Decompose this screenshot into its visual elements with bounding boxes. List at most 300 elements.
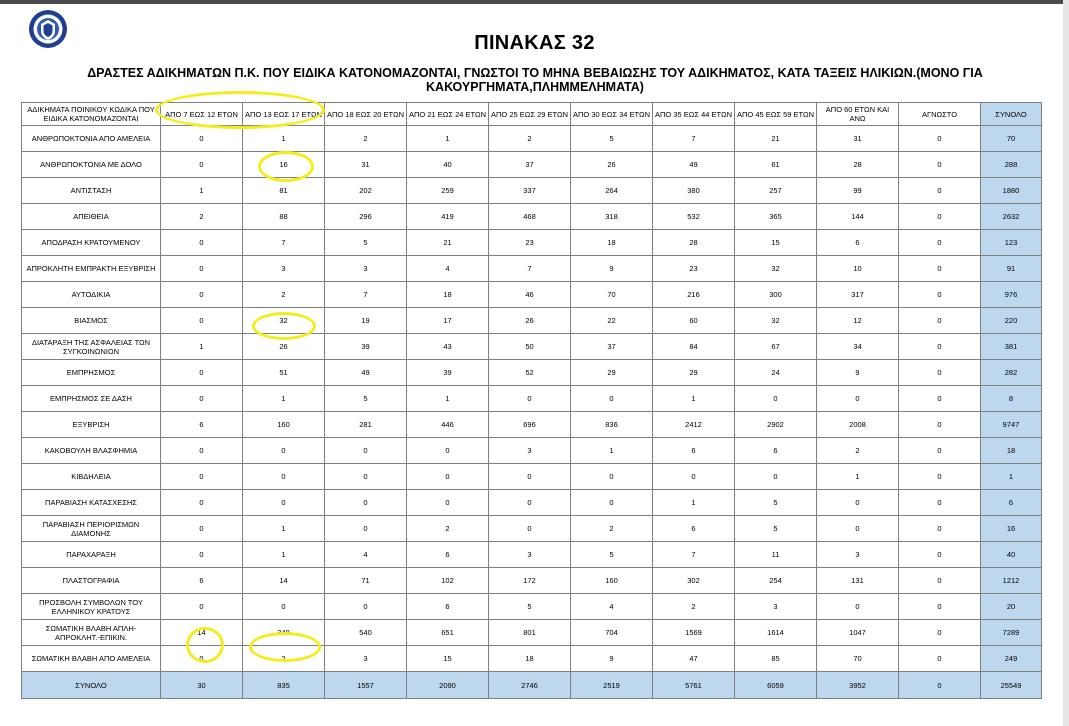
column-header: ΑΠΟ 13 ΕΩΣ 17 ΕΤΩΝ [243,103,325,126]
table-row [22,568,1042,594]
table-cell: 15 [735,230,817,256]
table-cell: 257 [735,178,817,204]
table-cell: 1212 [981,568,1042,594]
table-cell: 0 [735,386,817,412]
table-cell: 836 [571,412,653,438]
table-cell: 40 [407,152,489,178]
table-cell: 24 [735,360,817,386]
table-cell: 1 [981,464,1042,490]
table-row [22,230,1042,256]
table-cell: 39 [407,360,489,386]
table-cell: 2 [407,516,489,542]
table-cell: 0 [161,464,243,490]
column-header: ΑΠΟ 35 ΕΩΣ 44 ΕΤΩΝ [653,103,735,126]
table-cell: 5 [325,230,407,256]
row-label: ΠΛΑΣΤΟΓΡΑΦΙΑ [22,568,161,594]
table-cell: 2902 [735,412,817,438]
table-cell: 0 [817,594,899,620]
table-cell: 70 [817,646,899,672]
table-cell: 51 [243,360,325,386]
table-cell: 20 [981,594,1042,620]
table-cell: 651 [407,620,489,646]
total-cell: 5761 [653,672,735,699]
table-cell: 23 [653,256,735,282]
table-cell: 0 [161,516,243,542]
total-cell: 25549 [981,672,1042,699]
table-cell: 160 [571,568,653,594]
table-cell: 2 [817,438,899,464]
table-cell: 1 [243,126,325,152]
table-cell: 29 [571,360,653,386]
row-label: ΚΑΚΟΒΟΥΛΗ ΒΛΑΣΦΗΜΙΑ [22,438,161,464]
table-cell: 0 [899,464,981,490]
table-cell: 0 [735,464,817,490]
table-cell: 0 [161,438,243,464]
row-label: ΑΝΤΙΣΤΑΣΗ [22,178,161,204]
table-cell: 39 [325,334,407,360]
row-label: ΒΙΑΣΜΟΣ [22,308,161,334]
column-header: ΑΠΟ 30 ΕΩΣ 34 ΕΤΩΝ [571,103,653,126]
table-cell: 131 [817,568,899,594]
table-cell: 0 [489,516,571,542]
table-cell: 160 [243,412,325,438]
table-cell: 26 [571,152,653,178]
total-cell: 2746 [489,672,571,699]
table-cell: 0 [899,386,981,412]
table-cell: 67 [735,334,817,360]
column-header: ΑΠΟ 25 ΕΩΣ 29 ΕΤΩΝ [489,103,571,126]
table-cell: 281 [325,412,407,438]
table-row [22,204,1042,230]
table-cell: 0 [489,464,571,490]
table-cell: 202 [325,178,407,204]
table-cell: 52 [489,360,571,386]
table-cell: 61 [735,152,817,178]
row-label: ΑΥΤΟΔΙΚΙΑ [22,282,161,308]
table-cell: 1 [653,386,735,412]
table-row [22,126,1042,152]
table-cell: 0 [489,490,571,516]
table-cell: 16 [243,152,325,178]
table-cell: 7 [243,230,325,256]
table-cell: 6 [981,490,1042,516]
table-cell: 4 [571,594,653,620]
row-label: ΚΙΒΔΗΛΕΙΑ [22,464,161,490]
table-cell: 1569 [653,620,735,646]
table-cell: 49 [325,360,407,386]
table-cell: 40 [981,542,1042,568]
table-cell: 32 [243,308,325,334]
table-cell: 302 [653,568,735,594]
table-cell: 17 [407,308,489,334]
table-cell: 1 [161,178,243,204]
table-cell: 704 [571,620,653,646]
table-cell: 0 [899,204,981,230]
table-cell: 2 [653,594,735,620]
table-row [22,334,1042,360]
table-cell: 0 [899,282,981,308]
table-cell: 0 [161,646,243,672]
table-cell: 0 [817,386,899,412]
table-row [22,516,1042,542]
table-row [22,412,1042,438]
table-cell: 0 [489,386,571,412]
table-cell: 446 [407,412,489,438]
table-cell: 34 [817,334,899,360]
table-cell: 11 [735,542,817,568]
total-cell: 0 [899,672,981,699]
table-cell: 0 [243,594,325,620]
table-cell: 1047 [817,620,899,646]
table-cell: 91 [981,256,1042,282]
table-cell: 46 [489,282,571,308]
table-cell: 28 [653,230,735,256]
viewer-top-bar [0,0,1069,4]
table-cell: 5 [571,126,653,152]
table-cell: 9 [571,646,653,672]
column-header: ΣΥΝΟΛΟ [981,103,1042,126]
table-cell: 99 [817,178,899,204]
table-cell: 0 [899,308,981,334]
table-cell: 85 [735,646,817,672]
table-cell: 0 [899,152,981,178]
table-cell: 6 [407,542,489,568]
table-cell: 259 [407,178,489,204]
table-row [22,152,1042,178]
table-cell: 43 [407,334,489,360]
row-label: ΑΠΕΙΘΕΙΑ [22,204,161,230]
column-header: ΑΔΙΚΗΜΑΤΑ ΠΟΙΝΙΚΟΥ ΚΩΔΙΚΑ ΠΟΥ ΕΙΔΙΚΑ ΚΑΤΟΝΟΜΑΖΟΝΤΑΙ [22,103,161,126]
table-cell: 2 [489,126,571,152]
table-cell: 288 [981,152,1042,178]
row-label: ΣΩΜΑΤΙΚΗ ΒΛΑΒΗ ΑΠΛΗ-ΑΠΡΟΚΛΗΤ.-ΕΠΙΚΙΝ. [22,620,161,646]
table-cell: 317 [817,282,899,308]
table-cell: 12 [817,308,899,334]
row-label: ΠΑΡΑΒΙΑΣΗ ΚΑΤΑΣΧΕΣΗΣ [22,490,161,516]
row-label: ΑΝΘΡΩΠΟΚΤΟΝΙΑ ΜΕ ΔΟΛΟ [22,152,161,178]
page-subtitle: ΔΡΑΣΤΕΣ ΑΔΙΚΗΜΑΤΩΝ Π.Κ. ΠΟΥ ΕΙΔΙΚΑ ΚΑΤΟΝΟΜΑΖΟΝΤΑΙ, ΓΝΩΣΤΟΙ ΤΟ ΜΗΝΑ ΒΕΒΑΙΩΣΗΣ ΤΟΥ ΑΔΙΚΗΜΑΤΟΣ, ΚΑΤΑ ΤΑΞΕΙΣ ΗΛΙΚΙΩΝ.(ΜΟΝΟ ΓΙΑ ΚΑΚΟΥΡΓΗΜΑΤΑ,ΠΛΗΜΜΕΛΗΜΑΤΑ) [87,66,983,94]
table-cell: 0 [817,490,899,516]
table-cell: 801 [489,620,571,646]
table-cell: 0 [817,516,899,542]
table-cell: 3 [735,594,817,620]
table-cell: 0 [571,386,653,412]
table-row [22,308,1042,334]
table-row [22,542,1042,568]
table-cell: 2 [161,204,243,230]
row-label: ΕΜΠΡΗΣΜΟΣ ΣΕ ΔΑΣΗ [22,386,161,412]
table-cell: 31 [325,152,407,178]
table-cell: 6 [407,594,489,620]
table-cell: 0 [899,620,981,646]
table-cell: 0 [899,594,981,620]
total-cell: 30 [161,672,243,699]
table-cell: 254 [735,568,817,594]
table-cell: 300 [735,282,817,308]
row-label: ΑΠΡΟΚΛΗΤΗ ΕΜΠΡΑΚΤΗ ΕΞΥΒΡΙΣΗ [22,256,161,282]
table-cell: 0 [325,490,407,516]
table-cell: 172 [489,568,571,594]
table-cell: 216 [653,282,735,308]
table-row [22,360,1042,386]
table-cell: 70 [981,126,1042,152]
table-row [22,386,1042,412]
table-cell: 84 [653,334,735,360]
table-cell: 0 [899,542,981,568]
column-header: ΑΠΟ 18 ΕΩΣ 20 ΕΤΩΝ [325,103,407,126]
table-cell: 3 [325,256,407,282]
table-cell: 60 [653,308,735,334]
table-cell: 249 [981,646,1042,672]
table-cell: 0 [899,646,981,672]
column-header: ΑΠΟ 21 ΕΩΣ 24 ΕΤΩΝ [407,103,489,126]
table-cell: 0 [161,230,243,256]
table-cell: 0 [161,126,243,152]
total-cell: 3952 [817,672,899,699]
table-cell: 0 [243,490,325,516]
table-cell: 0 [899,126,981,152]
table-cell: 81 [243,178,325,204]
table-cell: 0 [899,412,981,438]
table-cell: 349 [243,620,325,646]
table-cell: 1 [243,516,325,542]
column-header: ΑΠΟ 7 ΕΩΣ 12 ΕΤΩΝ [161,103,243,126]
page-title: ΠΙΝΑΚΑΣ 32 [474,32,595,54]
table-cell: 9747 [981,412,1042,438]
table-cell: 468 [489,204,571,230]
table-cell: 7 [325,282,407,308]
table-cell: 7 [653,542,735,568]
table-cell: 123 [981,230,1042,256]
table-cell: 16 [981,516,1042,542]
table-cell: 381 [981,334,1042,360]
table-cell: 5 [571,542,653,568]
table-cell: 70 [571,282,653,308]
table-cell: 3 [489,438,571,464]
table-cell: 1 [243,386,325,412]
table-cell: 0 [899,230,981,256]
table-cell: 6 [735,438,817,464]
table-cell: 0 [243,438,325,464]
table-cell: 14 [243,568,325,594]
table-cell: 22 [571,308,653,334]
table-cell: 0 [243,464,325,490]
table-cell: 0 [325,464,407,490]
table-cell: 0 [571,490,653,516]
table-cell: 9 [571,256,653,282]
total-cell: 835 [243,672,325,699]
table-cell: 6 [653,516,735,542]
table-cell: 0 [161,360,243,386]
column-header: ΑΠΟ 60 ΕΤΩΝ ΚΑΙ ΑΝΩ [817,103,899,126]
table-cell: 1 [243,542,325,568]
table-cell: 8 [981,386,1042,412]
row-label: ΠΑΡΑΒΙΑΣΗ ΠΕΡΙΟΡΙΣΜΩΝ ΔΙΑΜΟΝΗΣ [22,516,161,542]
table-cell: 0 [653,464,735,490]
table-cell: 264 [571,178,653,204]
table-cell: 0 [161,152,243,178]
table-cell: 0 [161,282,243,308]
table-cell: 0 [407,490,489,516]
table-cell: 31 [817,126,899,152]
table-cell: 18 [407,282,489,308]
table-cell: 0 [161,256,243,282]
table-cell: 380 [653,178,735,204]
total-cell: 2090 [407,672,489,699]
table-cell: 7 [489,256,571,282]
table-cell: 18 [981,438,1042,464]
table-cell: 1 [817,464,899,490]
table-cell: 3 [489,542,571,568]
table-cell: 2412 [653,412,735,438]
total-cell: 1557 [325,672,407,699]
table-cell: 0 [571,464,653,490]
table-cell: 26 [243,334,325,360]
table-cell: 50 [489,334,571,360]
table-cell: 4 [407,256,489,282]
table-cell: 32 [735,308,817,334]
table-cell: 26 [489,308,571,334]
table-cell: 0 [325,438,407,464]
table-cell: 102 [407,568,489,594]
row-label: ΠΑΡΑΧΑΡΑΞΗ [22,542,161,568]
table-cell: 532 [653,204,735,230]
table-cell: 37 [489,152,571,178]
table-cell: 365 [735,204,817,230]
row-label: ΑΝΘΡΩΠΟΚΤΟΝΙΑ ΑΠΟ ΑΜΕΛΕΙΑ [22,126,161,152]
table-cell: 6 [161,412,243,438]
table-cell: 0 [899,256,981,282]
table-cell: 1 [571,438,653,464]
table-cell: 19 [325,308,407,334]
row-label: ΔΙΑΤΑΡΑΞΗ ΤΗΣ ΑΣΦΑΛΕΙΑΣ ΤΩΝ ΣΥΓΚΟΙΝΩΝΙΩΝ [22,334,161,360]
table-cell: 7 [653,126,735,152]
table-cell: 2 [243,282,325,308]
table-cell: 0 [161,490,243,516]
table-cell: 0 [899,360,981,386]
table-cell: 0 [161,542,243,568]
table-cell: 3 [325,646,407,672]
table-cell: 0 [161,594,243,620]
table-cell: 0 [161,386,243,412]
table-cell: 282 [981,360,1042,386]
table-cell: 5 [735,490,817,516]
table-cell: 696 [489,412,571,438]
table-cell: 49 [653,152,735,178]
table-cell: 0 [899,438,981,464]
table-cell: 2 [243,646,325,672]
table-cell: 0 [899,490,981,516]
table-cell: 47 [653,646,735,672]
table-cell: 23 [489,230,571,256]
table-cell: 6 [653,438,735,464]
table-cell: 1614 [735,620,817,646]
table-row [22,438,1042,464]
table-cell: 144 [817,204,899,230]
table-cell: 0 [407,438,489,464]
table-cell: 419 [407,204,489,230]
table-cell: 3 [817,542,899,568]
table-cell: 18 [571,230,653,256]
column-header: ΑΠΟ 45 ΕΩΣ 59 ΕΤΩΝ [735,103,817,126]
table-cell: 0 [161,308,243,334]
table-cell: 1 [161,334,243,360]
table-cell: 3 [243,256,325,282]
total-cell: 6059 [735,672,817,699]
table-cell: 21 [407,230,489,256]
table-cell: 318 [571,204,653,230]
row-label: ΑΠΟΔΡΑΣΗ ΚΡΑΤΟΥΜΕΝΟΥ [22,230,161,256]
table-row [22,178,1042,204]
table-cell: 4 [325,542,407,568]
total-cell: 2519 [571,672,653,699]
table-cell: 1 [407,126,489,152]
row-label: ΕΞΥΒΡΙΣΗ [22,412,161,438]
table-row [22,256,1042,282]
table-row [22,646,1042,672]
table-cell: 0 [407,464,489,490]
column-header: ΑΓΝΩΣΤΟ [899,103,981,126]
table-cell: 0 [899,568,981,594]
table-cell: 10 [817,256,899,282]
table-cell: 6 [161,568,243,594]
row-label: ΠΡΟΣΒΟΛΗ ΣΥΜΒΟΛΩΝ ΤΟΥ ΕΛΛΗΝΙΚΟΥ ΚΡΑΤΟΥΣ [22,594,161,620]
table-cell: 7289 [981,620,1042,646]
table-cell: 5 [489,594,571,620]
table-row [22,282,1042,308]
table-cell: 1880 [981,178,1042,204]
table-cell: 0 [899,516,981,542]
table-row [22,620,1042,646]
table-row [22,594,1042,620]
table-cell: 2 [325,126,407,152]
table-cell: 21 [735,126,817,152]
total-row [22,672,1042,699]
table-cell: 337 [489,178,571,204]
table-header-row [22,103,1042,126]
table-cell: 5 [325,386,407,412]
table-cell: 6 [817,230,899,256]
table-cell: 0 [325,594,407,620]
row-label: ΣΩΜΑΤΙΚΗ ΒΛΑΒΗ ΑΠΟ ΑΜΕΛΕΙΑ [22,646,161,672]
table-cell: 540 [325,620,407,646]
table-cell: 2008 [817,412,899,438]
table-cell: 0 [899,178,981,204]
statistics-table [21,102,1042,699]
table-cell: 71 [325,568,407,594]
table-cell: 220 [981,308,1042,334]
table-cell: 37 [571,334,653,360]
table-cell: 88 [243,204,325,230]
table-cell: 32 [735,256,817,282]
viewer-scrollbar[interactable] [1063,0,1069,726]
table-cell: 29 [653,360,735,386]
table-cell: 28 [817,152,899,178]
row-label: ΕΜΠΡΗΣΜΟΣ [22,360,161,386]
table-cell: 0 [899,334,981,360]
table-cell: 976 [981,282,1042,308]
table-cell: 296 [325,204,407,230]
total-label: ΣΥΝΟΛΟ [22,672,161,699]
table-cell: 18 [489,646,571,672]
table-row [22,490,1042,516]
table-cell: 0 [325,516,407,542]
table-cell: 1 [653,490,735,516]
table-cell: 5 [735,516,817,542]
table-cell: 1 [407,386,489,412]
table-cell: 9 [817,360,899,386]
table-cell: 2 [571,516,653,542]
